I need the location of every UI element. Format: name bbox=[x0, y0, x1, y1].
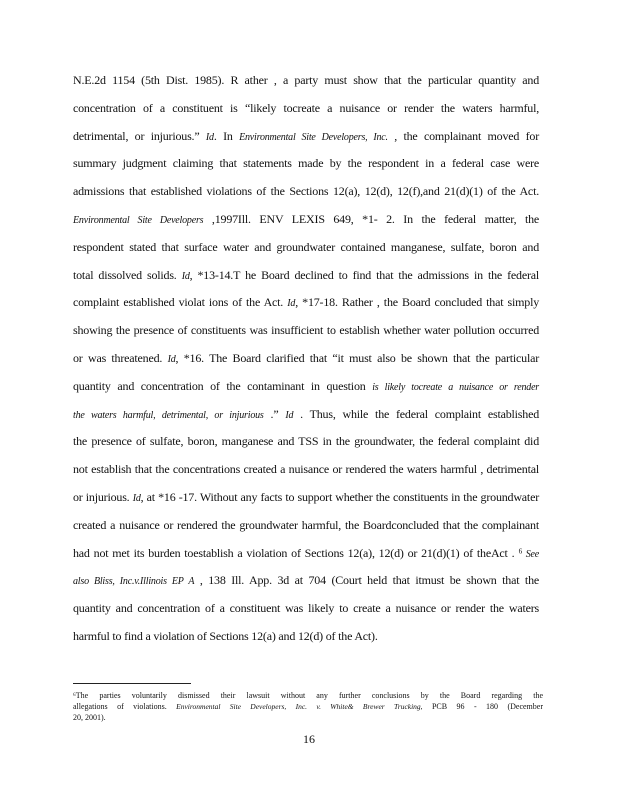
text-line bbox=[73, 570, 539, 590]
italic-citation: Environmental Site Developers, Inc. v. White& Brewer Trucking, bbox=[176, 702, 423, 711]
text-segment: admissions that established violations of the Sections 12(a), 12(d), 12(f),and 21(d)(1) of the Act. bbox=[73, 184, 539, 198]
footnote-line bbox=[73, 690, 543, 701]
text-segment: , *13-14.T he Board declined to find that the admissions in the federal bbox=[189, 268, 540, 282]
text-segment: summary judgment claiming that statements made by the respondent in a federal case were bbox=[73, 156, 539, 170]
text-segment: created a nuisance or rendered the groundwater harmful, the Boardconcluded that the complainant bbox=[73, 518, 539, 532]
text-segment: not establish that the concentrations created a nuisance or rendered the waters harmful , detrimental bbox=[73, 462, 539, 476]
text-segment: .” bbox=[263, 407, 286, 421]
text-segment: . In bbox=[213, 129, 240, 143]
text-segment: , at *16 -17. Without any facts to support whether the constituents in the groundwater bbox=[140, 490, 539, 504]
text-line bbox=[73, 431, 539, 451]
page-number: 16 bbox=[303, 732, 315, 746]
text-segment: . Thus, while the federal complaint established bbox=[293, 407, 539, 421]
text-line bbox=[73, 543, 539, 563]
text-segment: had not met its burden toestablish a violation of Sections 12(a), 12(d) or 21(d)(1) of theAct . bbox=[73, 546, 519, 560]
text-line bbox=[73, 126, 539, 146]
text-segment: harmful to find a violation of Sections 12(a) and 12(d) of the Act). bbox=[73, 629, 378, 643]
text-segment: , *17-18. Rather , the Board concluded that simply bbox=[295, 295, 540, 309]
text-segment: or injurious. bbox=[73, 490, 133, 504]
italic-citation: Id bbox=[285, 410, 294, 421]
text-segment: ,1997Ill. ENV LEXIS 649, *1- 2. In the federal matter, the bbox=[203, 212, 540, 226]
text-segment: showing the presence of constituents was insufficient to establish whether water pollution occurred bbox=[73, 323, 539, 337]
italic-citation: Id bbox=[167, 354, 176, 365]
italic-citation: Environmental Site Developers bbox=[73, 215, 204, 226]
text-line bbox=[73, 209, 539, 229]
text-line bbox=[73, 181, 539, 201]
text-segment: ⁶ bbox=[518, 546, 523, 560]
footnote-line bbox=[73, 712, 543, 723]
text-line bbox=[73, 598, 539, 618]
italic-citation: the waters harmful, detrimental, or injurious bbox=[73, 410, 264, 421]
text-line bbox=[73, 98, 539, 118]
italic-citation: Id bbox=[132, 493, 141, 504]
footnote-line bbox=[73, 701, 543, 712]
text-line bbox=[73, 487, 539, 507]
text-line bbox=[73, 320, 539, 340]
text-line bbox=[73, 153, 539, 173]
text-segment: ⁶The parties voluntarily dismissed their lawsuit without any further conclusions by the Board regarding the bbox=[73, 691, 543, 700]
text-segment: concentration of a constituent is “likely tocreate a nuisance or render the waters harmful, bbox=[73, 101, 539, 115]
italic-citation: Id bbox=[287, 298, 296, 309]
footnote-separator bbox=[73, 683, 191, 684]
text-segment: total dissolved solids. bbox=[73, 268, 182, 282]
text-segment: quantity and concentration of the contaminant in question bbox=[73, 379, 373, 393]
text-segment: PCB 96 - 180 (December bbox=[422, 702, 543, 711]
text-segment: 20, 2001). bbox=[73, 713, 106, 722]
text-segment: N.E.2d 1154 (5th Dist. 1985). R ather , a party must show that the particular quantity and bbox=[73, 73, 539, 87]
italic-citation: Environmental Site Developers, Inc. bbox=[239, 132, 388, 143]
text-line bbox=[73, 626, 539, 646]
text-segment: , the complainant moved for bbox=[387, 129, 539, 143]
text-line bbox=[73, 70, 539, 90]
text-line bbox=[73, 265, 539, 285]
italic-citation: is likely tocreate a nuisance or render bbox=[372, 382, 539, 393]
italic-citation: also Bliss, Inc.v.Illinois EP A bbox=[73, 576, 195, 587]
footnote-6 bbox=[73, 690, 543, 723]
text-segment: complaint established violat ions of the Act. bbox=[73, 295, 288, 309]
text-line bbox=[73, 459, 539, 479]
text-segment: the presence of sulfate, boron, manganese and TSS in the groundwater, the federal complaint did bbox=[73, 434, 539, 448]
text-segment: quantity and concentration of a constituent was likely to create a nuisance or render the waters bbox=[73, 601, 539, 615]
text-segment: , 138 Ill. App. 3d at 704 (Court held that itmust be shown that the bbox=[194, 573, 539, 587]
text-segment: detrimental, or injurious.” bbox=[73, 129, 206, 143]
italic-citation: Id bbox=[181, 271, 190, 282]
text-line bbox=[73, 515, 539, 535]
text-line bbox=[73, 404, 539, 424]
italic-citation: See bbox=[522, 549, 540, 560]
text-line bbox=[73, 348, 539, 368]
text-segment: , *16. The Board clarified that “it must also be shown that the particular bbox=[175, 351, 540, 365]
text-line bbox=[73, 376, 539, 396]
text-segment: allegations of violations. bbox=[73, 702, 177, 711]
text-segment: or was threatened. bbox=[73, 351, 168, 365]
text-line bbox=[73, 292, 539, 312]
italic-citation: Id bbox=[205, 132, 214, 143]
text-line bbox=[73, 237, 539, 257]
text-segment: respondent stated that surface water and groundwater contained manganese, sulfate, boron and bbox=[73, 240, 539, 254]
